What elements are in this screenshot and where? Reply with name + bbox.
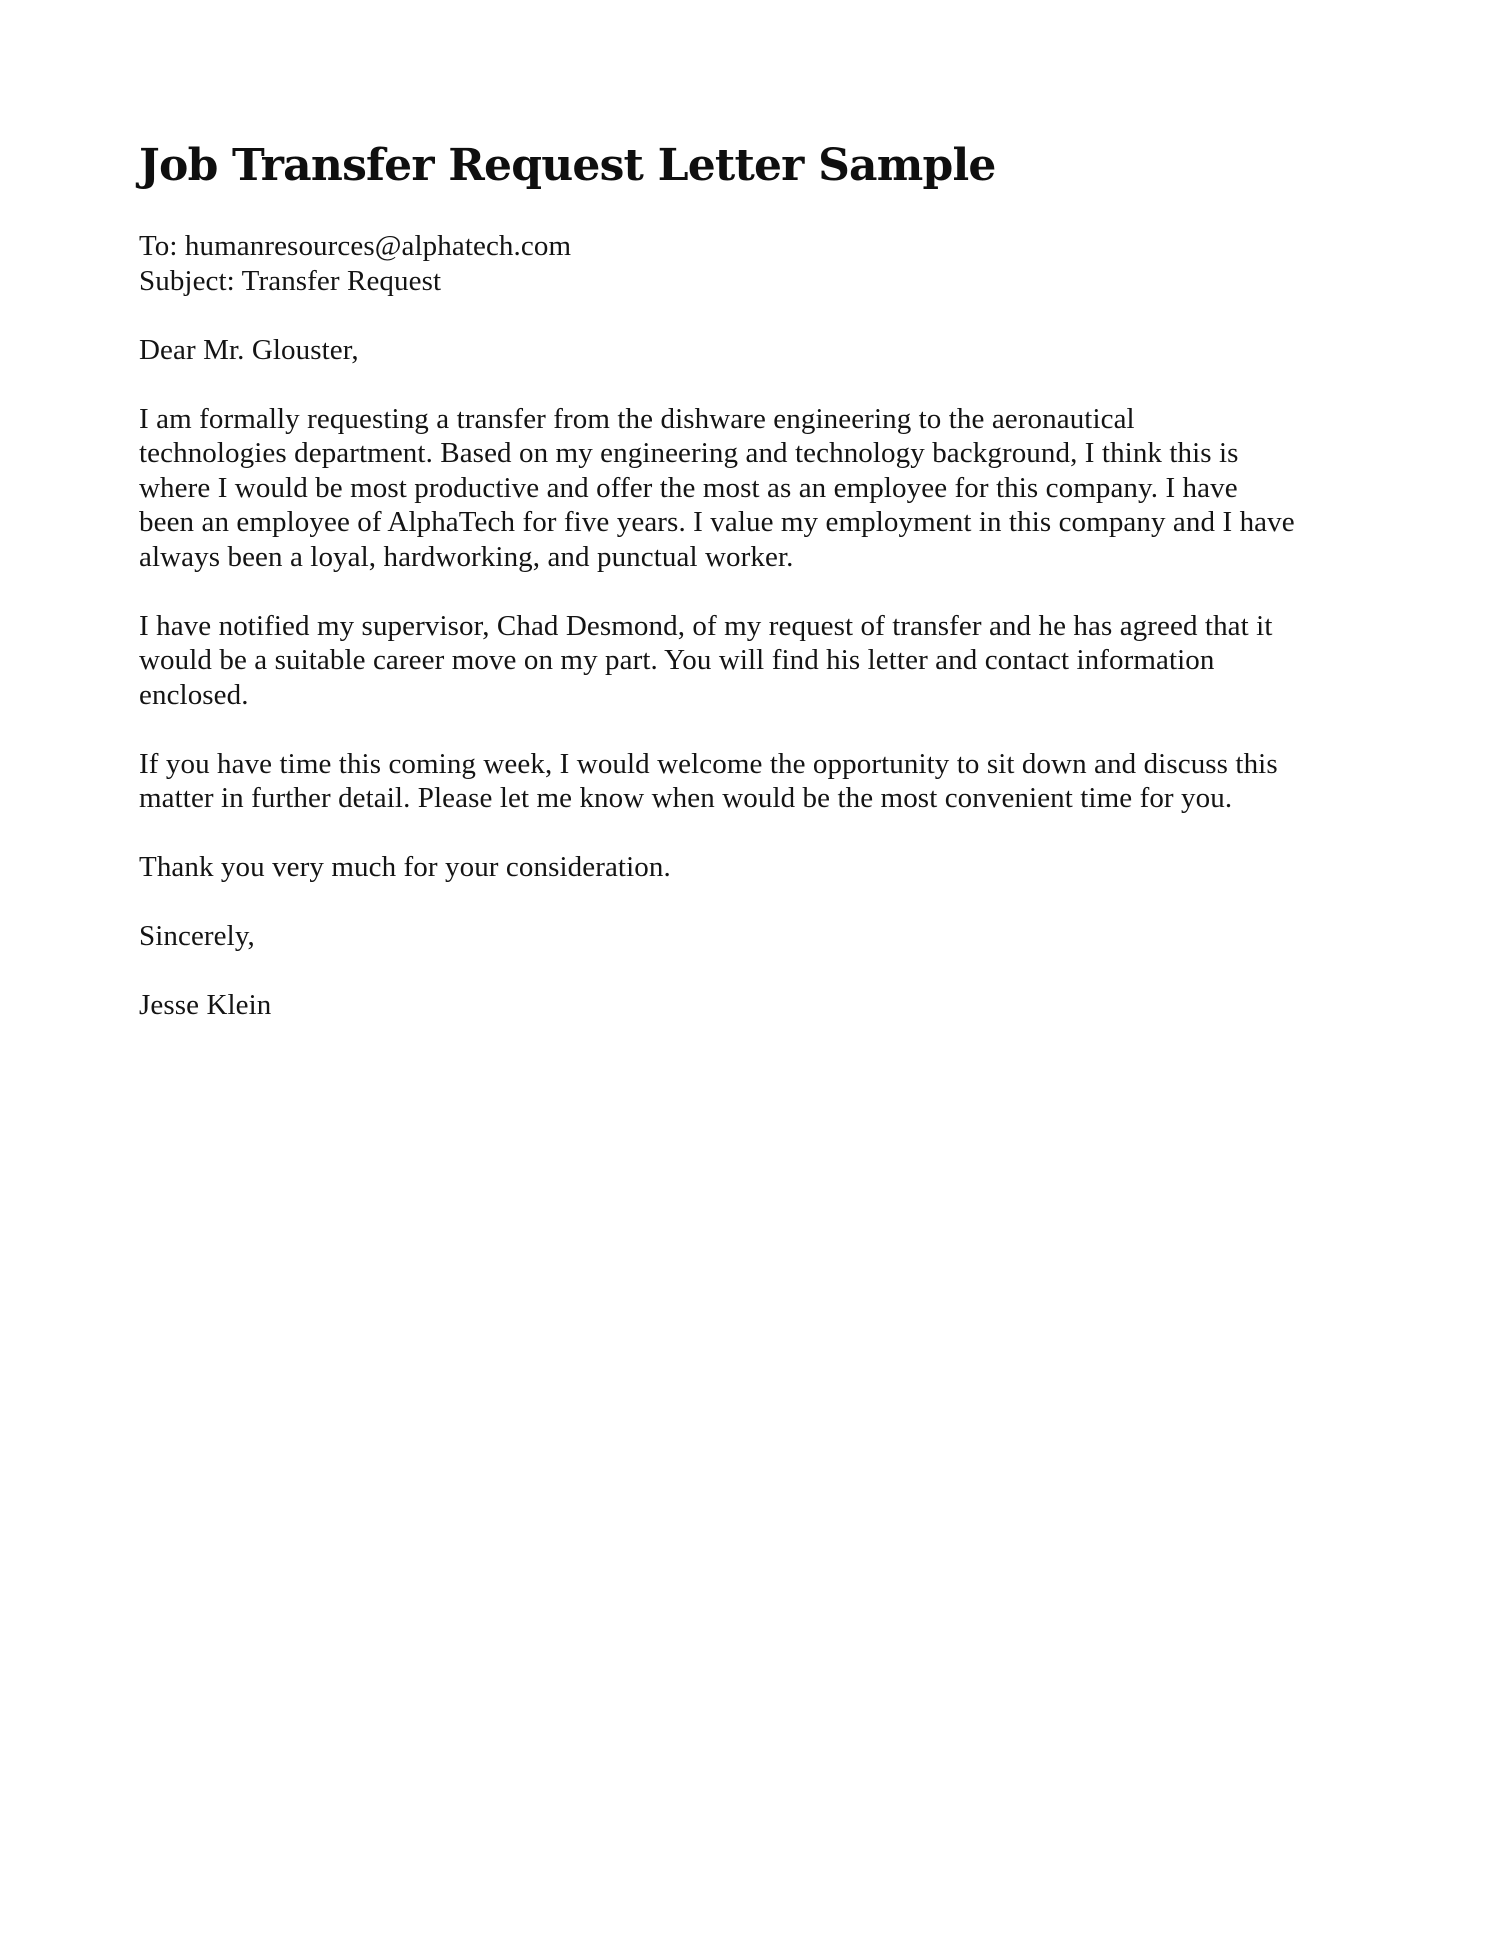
page-title: Job Transfer Request Letter Sample (139, 140, 996, 191)
paragraph-line: If you have time this coming week, I would welcome the opportunity to sit down and discuss this (139, 747, 1278, 780)
letter-header (139, 229, 1295, 298)
subject-line: Subject: Transfer Request (139, 264, 442, 297)
paragraph-meeting (139, 747, 1295, 816)
salutation-text: Dear Mr. Glouster, (139, 333, 359, 366)
thanks-paragraph (139, 850, 1295, 885)
paragraph-line: matter in further detail. Please let me know when would be the most convenient time for you. (139, 782, 1233, 814)
salutation (139, 333, 1295, 368)
paragraph-line: would be a suitable career move on my part. You will find his letter and contact information (139, 644, 1215, 676)
paragraph-line: I am formally requesting a transfer from the dishware engineering to the aeronautical (139, 402, 1135, 435)
paragraph-supervisor (139, 609, 1295, 713)
paragraph-line: I have notified my supervisor, Chad Desmond, of my request of transfer and he has agreed that it (139, 609, 1273, 642)
to-line: To: humanresources@alphatech.com (139, 230, 572, 262)
letter-body (139, 229, 1295, 1057)
signature (139, 988, 1295, 1023)
paragraph-line: where I would be most productive and offer the most as an employee for this company. I have (139, 471, 1238, 504)
paragraph-line: been an employee of AlphaTech for five years. I value my employment in this company and I have (139, 506, 1295, 538)
signature-name: Jesse Klein (139, 989, 272, 1021)
thanks-text: Thank you very much for your consideration. (139, 851, 671, 883)
paragraph-line: enclosed. (139, 678, 249, 711)
paragraph-line: technologies department. Based on my engineering and technology background, I think this is (139, 437, 1239, 469)
closing (139, 919, 1295, 954)
paragraph-line: always been a loyal, hardworking, and punctual worker. (139, 540, 794, 573)
closing-text: Sincerely, (139, 920, 255, 952)
paragraph-request (139, 402, 1295, 575)
